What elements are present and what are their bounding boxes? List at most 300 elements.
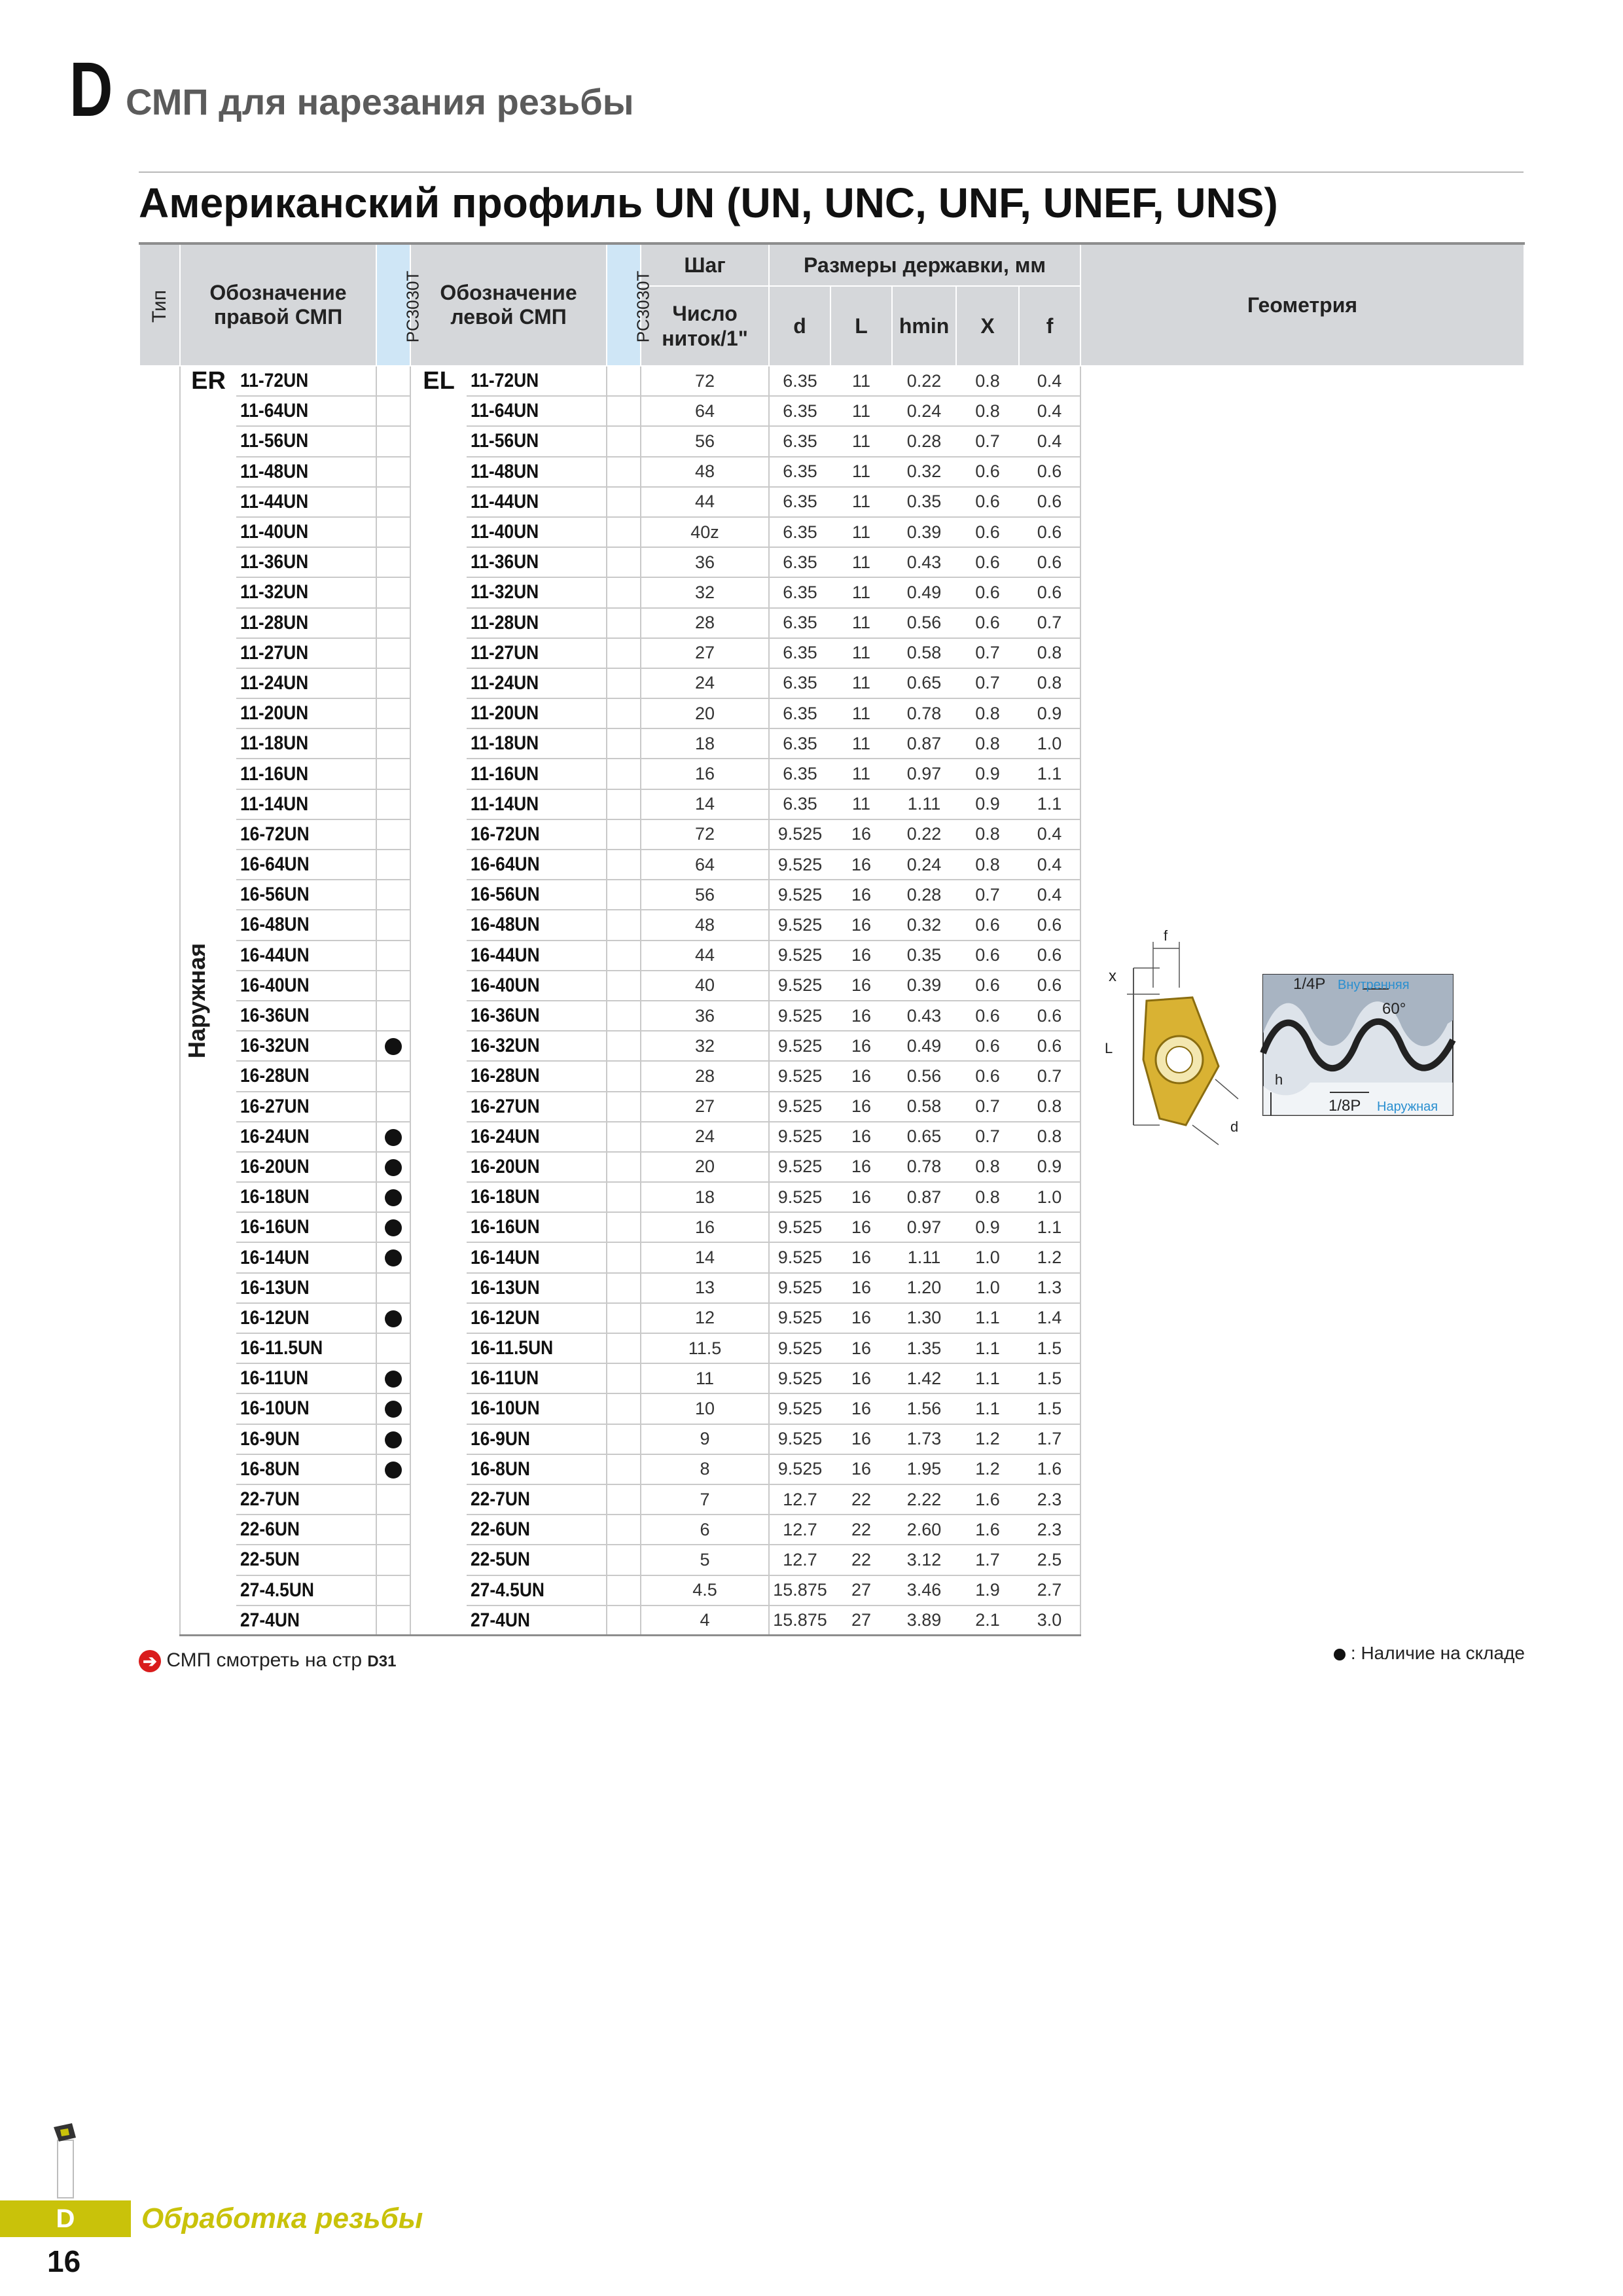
right-insert-code: 16-40UN <box>236 971 376 1001</box>
right-grade-stock <box>376 1031 410 1061</box>
right-insert-code: 16-12UN <box>236 1303 376 1333</box>
type-cell: Наружная <box>139 366 180 1636</box>
left-prefix-empty <box>410 1545 467 1575</box>
right-grade-stock <box>376 396 410 426</box>
right-grade-stock <box>376 547 410 577</box>
hmin-cell: 0.22 <box>892 819 956 850</box>
right-insert-code: 11-48UN <box>236 457 376 487</box>
left-insert-code: 16-13UN <box>467 1273 607 1303</box>
L-cell: 11 <box>830 426 892 456</box>
right-insert-code: 27-4.5UN <box>236 1575 376 1605</box>
X-cell: 1.1 <box>956 1393 1019 1424</box>
left-prefix-empty <box>410 1454 467 1484</box>
left-grade-stock <box>607 1152 641 1182</box>
f-cell: 1.0 <box>1019 728 1080 759</box>
left-prefix-empty <box>410 457 467 487</box>
right-insert-code: 16-64UN <box>236 850 376 880</box>
left-prefix-empty <box>410 517 467 547</box>
X-cell: 0.6 <box>956 577 1019 607</box>
left-grade-stock <box>607 1092 641 1122</box>
left-prefix-empty <box>410 396 467 426</box>
left-insert-code: 16-11UN <box>467 1363 607 1393</box>
d-cell: 9.525 <box>769 850 830 880</box>
left-insert-code: 11-18UN <box>467 728 607 759</box>
X-cell: 0.6 <box>956 941 1019 971</box>
f-cell: 0.9 <box>1019 1152 1080 1182</box>
tpi-cell: 56 <box>641 880 769 910</box>
tpi-cell: 44 <box>641 941 769 971</box>
col-d-header: d <box>769 286 830 366</box>
hmin-cell: 0.32 <box>892 910 956 940</box>
right-grade-stock <box>376 728 410 759</box>
stock-dot-icon <box>385 1219 402 1236</box>
stock-dot-icon <box>385 1249 402 1266</box>
tpi-cell: 4.5 <box>641 1575 769 1605</box>
left-insert-code: 16-18UN <box>467 1182 607 1212</box>
L-cell: 27 <box>830 1605 892 1636</box>
right-prefix-empty <box>180 396 236 426</box>
left-grade-stock <box>607 850 641 880</box>
right-grade-stock <box>376 1545 410 1575</box>
col-left-insert-header: Обозначение левой СМП <box>410 243 607 366</box>
left-insert-code: 11-40UN <box>467 517 607 547</box>
f-cell: 1.1 <box>1019 759 1080 789</box>
right-grade-stock <box>376 426 410 456</box>
right-grade-stock <box>376 1484 410 1515</box>
tpi-cell: 5 <box>641 1545 769 1575</box>
right-grade-stock <box>376 910 410 940</box>
hmin-cell: 0.56 <box>892 1061 956 1091</box>
right-grade-stock <box>376 1333 410 1363</box>
hmin-cell: 1.42 <box>892 1363 956 1393</box>
d-cell: 6.35 <box>769 396 830 426</box>
right-insert-code: 16-13UN <box>236 1273 376 1303</box>
left-insert-code: 16-36UN <box>467 1001 607 1031</box>
left-insert-code: 11-36UN <box>467 547 607 577</box>
d-cell: 6.35 <box>769 638 830 668</box>
f-cell: 1.5 <box>1019 1393 1080 1424</box>
left-prefix-empty <box>410 1575 467 1605</box>
hmin-cell: 0.87 <box>892 1182 956 1212</box>
tpi-cell: 18 <box>641 1182 769 1212</box>
f-cell: 0.6 <box>1019 1031 1080 1061</box>
insert-drawing <box>1105 927 1238 1145</box>
f-cell: 3.0 <box>1019 1605 1080 1636</box>
tpi-cell: 28 <box>641 608 769 638</box>
right-insert-code: 11-14UN <box>236 789 376 819</box>
tpi-cell: 11 <box>641 1363 769 1393</box>
right-prefix-empty <box>180 426 236 456</box>
hmin-cell: 0.24 <box>892 850 956 880</box>
f-cell: 0.7 <box>1019 608 1080 638</box>
label-external: Наружная <box>1377 1100 1438 1115</box>
right-insert-code: 22-5UN <box>236 1545 376 1575</box>
left-grade-stock <box>607 1242 641 1272</box>
L-cell: 11 <box>830 457 892 487</box>
X-cell: 0.6 <box>956 1031 1019 1061</box>
label-quarter-p: 1/4P <box>1293 975 1326 994</box>
right-grade-stock <box>376 941 410 971</box>
L-cell: 22 <box>830 1545 892 1575</box>
hmin-cell: 1.20 <box>892 1273 956 1303</box>
left-prefix-empty <box>410 1515 467 1545</box>
hmin-cell: 0.78 <box>892 1152 956 1182</box>
f-cell: 0.6 <box>1019 577 1080 607</box>
hmin-cell: 1.11 <box>892 1242 956 1272</box>
hmin-cell: 2.60 <box>892 1515 956 1545</box>
right-insert-code: 16-11UN <box>236 1363 376 1393</box>
L-cell: 16 <box>830 1092 892 1122</box>
L-cell: 11 <box>830 517 892 547</box>
left-grade-stock <box>607 1515 641 1545</box>
right-grade-stock <box>376 1424 410 1454</box>
left-grade-stock <box>607 728 641 759</box>
L-cell: 16 <box>830 880 892 910</box>
col-right-insert-header: Обозначение правой СМП <box>180 243 376 366</box>
right-insert-code: 11-64UN <box>236 396 376 426</box>
left-insert-code: 22-6UN <box>467 1515 607 1545</box>
insert-table <box>139 242 1525 1636</box>
left-insert-code: 11-16UN <box>467 759 607 789</box>
left-prefix-empty <box>410 698 467 728</box>
right-insert-code: 22-6UN <box>236 1515 376 1545</box>
hmin-cell: 0.22 <box>892 366 956 396</box>
X-cell: 1.6 <box>956 1484 1019 1515</box>
left-prefix-empty <box>410 1122 467 1152</box>
right-insert-code: 16-20UN <box>236 1152 376 1182</box>
X-cell: 0.8 <box>956 819 1019 850</box>
right-insert-code: 11-20UN <box>236 698 376 728</box>
hmin-cell: 0.65 <box>892 668 956 698</box>
left-insert-code: 11-64UN <box>467 396 607 426</box>
d-cell: 6.35 <box>769 577 830 607</box>
L-cell: 11 <box>830 396 892 426</box>
left-prefix-empty <box>410 1363 467 1393</box>
f-cell: 0.4 <box>1019 880 1080 910</box>
left-grade-stock <box>607 426 641 456</box>
right-prefix-empty <box>180 638 236 668</box>
left-prefix-empty <box>410 608 467 638</box>
right-prefix-empty <box>180 1454 236 1484</box>
L-cell: 11 <box>830 789 892 819</box>
f-cell: 0.8 <box>1019 1122 1080 1152</box>
arrow-right-icon: ➔ <box>139 1650 161 1672</box>
L-cell: 16 <box>830 1454 892 1484</box>
right-prefix-empty <box>180 1273 236 1303</box>
right-insert-code: 16-44UN <box>236 941 376 971</box>
left-grade-stock <box>607 971 641 1001</box>
L-cell: 16 <box>830 1303 892 1333</box>
left-grade-stock <box>607 668 641 698</box>
section-title: СМП для нарезания резьбы <box>126 81 634 122</box>
right-insert-code: 16-28UN <box>236 1061 376 1091</box>
right-grade-stock <box>376 1242 410 1272</box>
left-grade-stock <box>607 941 641 971</box>
stock-dot-icon <box>385 1129 402 1146</box>
right-insert-code: 16-32UN <box>236 1031 376 1061</box>
col-type-header: Тип <box>139 243 180 366</box>
left-prefix-empty <box>410 880 467 910</box>
hmin-cell: 0.39 <box>892 971 956 1001</box>
left-insert-code: 11-32UN <box>467 577 607 607</box>
X-cell: 1.6 <box>956 1515 1019 1545</box>
f-cell: 0.6 <box>1019 1001 1080 1031</box>
left-prefix-empty <box>410 577 467 607</box>
right-prefix-empty <box>180 457 236 487</box>
left-insert-code: 11-72UN <box>467 366 607 396</box>
left-prefix: EL <box>423 367 455 395</box>
right-prefix-empty <box>180 1605 236 1636</box>
stock-dot-icon <box>385 1401 402 1418</box>
left-insert-code: 16-16UN <box>467 1212 607 1242</box>
page-title: Американский профиль UN (UN, UNC, UNF, UNEF, UNS) <box>139 179 1278 226</box>
L-cell: 27 <box>830 1575 892 1605</box>
d-cell: 6.35 <box>769 789 830 819</box>
stock-legend <box>1334 1643 1525 1664</box>
tpi-cell: 16 <box>641 759 769 789</box>
right-grade-stock <box>376 1454 410 1484</box>
X-cell: 0.7 <box>956 1092 1019 1122</box>
tpi-cell: 18 <box>641 728 769 759</box>
L-cell: 16 <box>830 1273 892 1303</box>
d-cell: 9.525 <box>769 1393 830 1424</box>
left-grade-stock <box>607 396 641 426</box>
right-insert-code: 11-32UN <box>236 577 376 607</box>
hmin-cell: 0.65 <box>892 1122 956 1152</box>
f-cell: 0.9 <box>1019 698 1080 728</box>
X-cell: 0.6 <box>956 971 1019 1001</box>
hmin-cell: 0.97 <box>892 759 956 789</box>
tpi-cell: 11.5 <box>641 1333 769 1363</box>
L-cell: 11 <box>830 698 892 728</box>
stock-dot-icon <box>385 1310 402 1327</box>
d-cell: 6.35 <box>769 728 830 759</box>
left-grade-stock <box>607 1273 641 1303</box>
right-grade-stock <box>376 638 410 668</box>
hmin-cell: 1.30 <box>892 1303 956 1333</box>
f-cell: 0.8 <box>1019 668 1080 698</box>
d-cell: 9.525 <box>769 1242 830 1272</box>
stock-dot-icon <box>385 1159 402 1176</box>
left-prefix-empty <box>410 1393 467 1424</box>
left-prefix-empty <box>410 910 467 940</box>
L-cell: 16 <box>830 819 892 850</box>
right-prefix-empty <box>180 1515 236 1545</box>
d-cell: 9.525 <box>769 1212 830 1242</box>
left-grade-stock <box>607 819 641 850</box>
right-prefix-empty <box>180 698 236 728</box>
tpi-cell: 32 <box>641 1031 769 1061</box>
left-insert-code: 16-8UN <box>467 1454 607 1484</box>
L-cell: 16 <box>830 1152 892 1182</box>
right-prefix-empty <box>180 759 236 789</box>
left-insert-code: 11-56UN <box>467 426 607 456</box>
f-cell: 0.8 <box>1019 1092 1080 1122</box>
d-cell: 9.525 <box>769 819 830 850</box>
left-grade-stock <box>607 547 641 577</box>
left-prefix-empty <box>410 1484 467 1515</box>
right-insert-code: 16-72UN <box>236 819 376 850</box>
left-insert-code: 16-27UN <box>467 1092 607 1122</box>
right-insert-code: 27-4UN <box>236 1605 376 1636</box>
d-cell: 9.525 <box>769 1454 830 1484</box>
right-grade-stock <box>376 668 410 698</box>
f-cell: 1.0 <box>1019 1182 1080 1212</box>
X-cell: 0.8 <box>956 1182 1019 1212</box>
d-cell: 6.35 <box>769 487 830 517</box>
f-cell: 1.4 <box>1019 1303 1080 1333</box>
X-cell: 0.8 <box>956 396 1019 426</box>
right-grade-stock <box>376 1122 410 1152</box>
hmin-cell: 0.32 <box>892 457 956 487</box>
left-insert-code: 11-27UN <box>467 638 607 668</box>
tpi-cell: 72 <box>641 366 769 396</box>
f-cell: 0.6 <box>1019 941 1080 971</box>
left-prefix-empty <box>410 1061 467 1091</box>
hmin-cell: 0.28 <box>892 426 956 456</box>
right-insert-code: 16-36UN <box>236 1001 376 1031</box>
right-grade-stock <box>376 1152 410 1182</box>
hmin-cell: 1.73 <box>892 1424 956 1454</box>
d-cell: 12.7 <box>769 1515 830 1545</box>
d-cell: 9.525 <box>769 1333 830 1363</box>
d-cell: 9.525 <box>769 910 830 940</box>
right-grade-stock <box>376 517 410 547</box>
right-prefix-empty <box>180 819 236 850</box>
tpi-cell: 12 <box>641 1303 769 1333</box>
left-grade-stock <box>607 517 641 547</box>
right-insert-code: 11-72UN <box>236 366 376 396</box>
d-cell: 9.525 <box>769 1001 830 1031</box>
X-cell: 0.7 <box>956 426 1019 456</box>
left-grade-stock <box>607 1031 641 1061</box>
X-cell: 0.7 <box>956 1122 1019 1152</box>
L-cell: 16 <box>830 850 892 880</box>
d-cell: 6.35 <box>769 759 830 789</box>
left-grade-stock <box>607 759 641 789</box>
tpi-cell: 48 <box>641 910 769 940</box>
label-x: x <box>1109 967 1117 986</box>
right-grade-stock <box>376 577 410 607</box>
left-prefix-empty <box>410 547 467 577</box>
right-grade-stock <box>376 698 410 728</box>
left-prefix-empty <box>410 941 467 971</box>
left-prefix-empty <box>410 1031 467 1061</box>
L-cell: 16 <box>830 1122 892 1152</box>
reference-text: СМП смотреть на стр <box>166 1649 363 1671</box>
left-insert-code: 27-4.5UN <box>467 1575 607 1605</box>
right-prefix-empty <box>180 1303 236 1333</box>
stock-dot-icon <box>385 1431 402 1448</box>
L-cell: 16 <box>830 941 892 971</box>
right-prefix-empty <box>180 547 236 577</box>
left-grade-stock <box>607 1575 641 1605</box>
X-cell: 1.1 <box>956 1303 1019 1333</box>
f-cell: 2.3 <box>1019 1515 1080 1545</box>
tpi-cell: 10 <box>641 1393 769 1424</box>
tpi-cell: 36 <box>641 1001 769 1031</box>
col-geometry-header: Геометрия <box>1080 243 1524 366</box>
left-insert-code: 22-5UN <box>467 1545 607 1575</box>
hmin-cell: 0.58 <box>892 638 956 668</box>
left-grade-stock <box>607 1001 641 1031</box>
right-prefix-empty <box>180 1484 236 1515</box>
right-prefix-empty <box>180 880 236 910</box>
right-prefix-empty <box>180 1575 236 1605</box>
f-cell: 1.3 <box>1019 1273 1080 1303</box>
stock-legend-text: : Наличие на складе <box>1350 1643 1525 1663</box>
right-grade-stock <box>376 1303 410 1333</box>
L-cell: 16 <box>830 1182 892 1212</box>
f-cell: 0.6 <box>1019 457 1080 487</box>
left-grade-stock <box>607 1605 641 1636</box>
tpi-cell: 27 <box>641 638 769 668</box>
X-cell: 0.8 <box>956 1152 1019 1182</box>
col-pitch-header: Шаг <box>641 243 769 286</box>
d-cell: 9.525 <box>769 1424 830 1454</box>
col-holder-dims-header: Размеры державки, мм <box>769 243 1080 286</box>
reference-page: D31 <box>367 1653 397 1670</box>
right-grade-stock <box>376 457 410 487</box>
left-insert-code: 16-40UN <box>467 971 607 1001</box>
left-grade-stock <box>607 1212 641 1242</box>
left-grade-stock <box>607 1303 641 1333</box>
L-cell: 16 <box>830 1212 892 1242</box>
left-grade-stock <box>607 1061 641 1091</box>
left-prefix-empty <box>410 1424 467 1454</box>
left-insert-code: 11-24UN <box>467 668 607 698</box>
right-grade-stock <box>376 1001 410 1031</box>
X-cell: 0.6 <box>956 517 1019 547</box>
tpi-cell: 7 <box>641 1484 769 1515</box>
stock-dot-icon <box>1334 1649 1346 1660</box>
d-cell: 9.525 <box>769 1061 830 1091</box>
hmin-cell: 0.56 <box>892 608 956 638</box>
hmin-cell: 0.35 <box>892 487 956 517</box>
right-insert-code: 16-24UN <box>236 1122 376 1152</box>
left-grade-stock <box>607 1424 641 1454</box>
tpi-cell: 64 <box>641 850 769 880</box>
left-insert-code: 11-48UN <box>467 457 607 487</box>
left-grade-stock <box>607 457 641 487</box>
hmin-cell: 0.78 <box>892 698 956 728</box>
tpi-cell: 13 <box>641 1273 769 1303</box>
threading-tool-icon <box>46 2121 85 2199</box>
X-cell: 0.6 <box>956 910 1019 940</box>
L-cell: 11 <box>830 366 892 396</box>
left-insert-code: 16-64UN <box>467 850 607 880</box>
left-grade-stock <box>607 487 641 517</box>
right-insert-code: 11-27UN <box>236 638 376 668</box>
f-cell: 0.6 <box>1019 487 1080 517</box>
hmin-cell: 3.89 <box>892 1605 956 1636</box>
L-cell: 11 <box>830 668 892 698</box>
right-grade-stock <box>376 1061 410 1091</box>
L-cell: 16 <box>830 1031 892 1061</box>
left-grade-stock <box>607 1333 641 1363</box>
tpi-cell: 24 <box>641 1122 769 1152</box>
L-cell: 11 <box>830 577 892 607</box>
f-cell: 0.6 <box>1019 547 1080 577</box>
f-cell: 0.6 <box>1019 517 1080 547</box>
stock-dot-icon <box>385 1371 402 1388</box>
tpi-cell: 6 <box>641 1515 769 1545</box>
left-grade-stock <box>607 638 641 668</box>
left-insert-code: 16-10UN <box>467 1393 607 1424</box>
d-cell: 9.525 <box>769 1363 830 1393</box>
left-grade-stock <box>607 1454 641 1484</box>
L-cell: 16 <box>830 910 892 940</box>
